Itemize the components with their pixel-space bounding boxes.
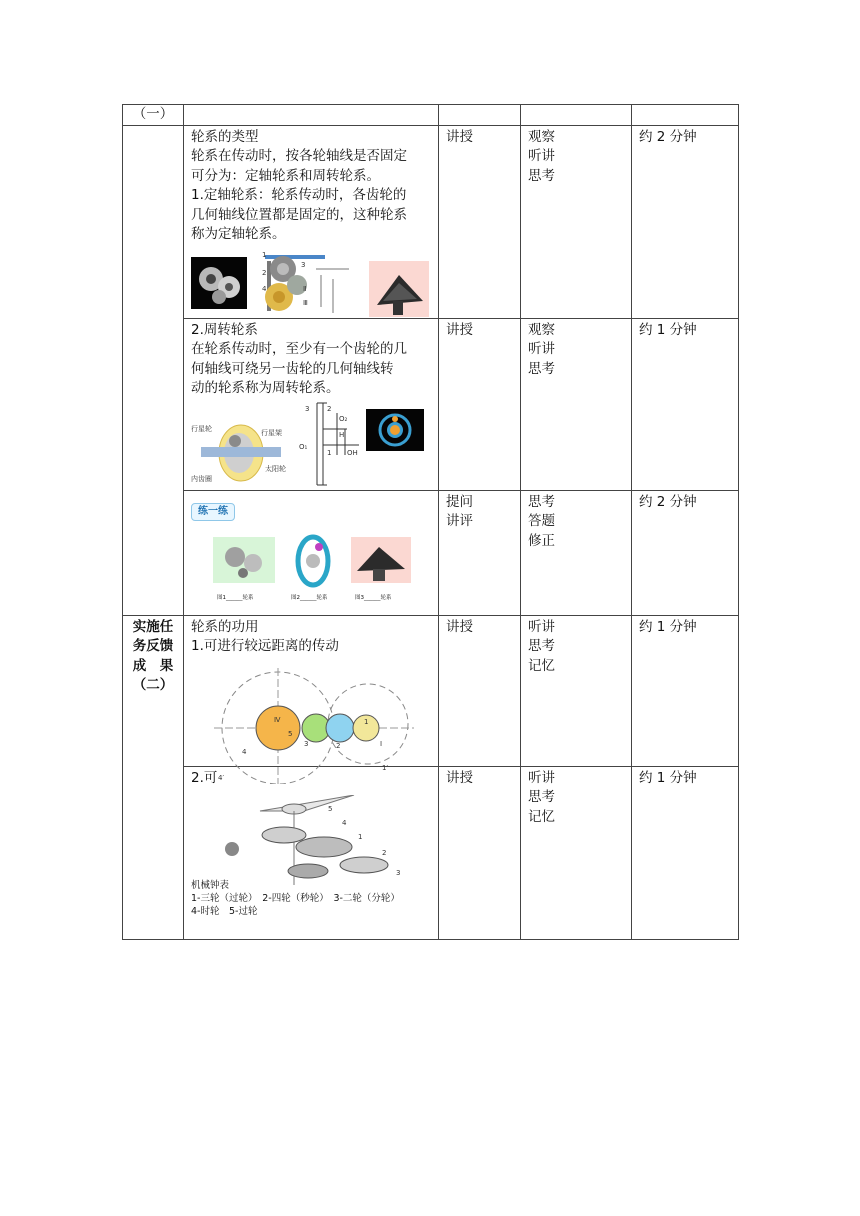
paragraph-line: 1.可进行较远距离的传动 [191, 638, 339, 654]
teacher-cell [439, 318, 521, 490]
time-estimate: 约 1 分钟 [639, 769, 697, 786]
figure-label: 4 [262, 284, 267, 293]
teacher-cell [439, 615, 521, 766]
figure-label: Ⅰ [380, 739, 383, 748]
student-activity: 听讲 [528, 148, 555, 164]
time-estimate: 约 2 分钟 [639, 493, 697, 510]
stage-label: 务反馈 [132, 638, 174, 654]
figure-label: 4′ [218, 773, 225, 782]
student-activity: 观察 [528, 321, 555, 338]
content-cell [184, 490, 439, 615]
student-activity: 观察 [528, 128, 555, 145]
student-activity: 听讲 [528, 618, 555, 635]
planetary-schematic-icon [297, 399, 363, 489]
figure-label: 1 [262, 250, 267, 259]
time-cell [632, 766, 739, 939]
student-activity: 思考 [528, 360, 555, 377]
figure-label: 5 [288, 729, 293, 738]
time-cell [632, 105, 739, 126]
figure-label: 5 [328, 804, 333, 813]
table-row [123, 318, 739, 490]
figure-label: 1′ [382, 763, 389, 772]
planetary-gear-figures [191, 399, 430, 489]
paragraph-line: 称为定轴轮系。 [191, 226, 286, 242]
clock-caption [191, 879, 400, 918]
figure-label: Ⅳ [274, 715, 281, 724]
practice-figure-2-icon [295, 533, 331, 589]
teacher-activity: 讲评 [446, 513, 473, 529]
student-activity: 思考 [528, 167, 555, 184]
student-activity: 听讲 [528, 769, 555, 786]
section-title: 2.周转轮系 [191, 321, 258, 338]
teacher-cell [439, 766, 521, 939]
figure-label: O₂ [339, 414, 348, 423]
planetary-animation-icon [366, 409, 424, 451]
section-title: 轮系的类型 [191, 128, 259, 145]
student-activity: 记忆 [528, 657, 555, 674]
caption-line: 1-三轮（过轮） 2-四轮（秒轮） 3-二轮（分轮） [191, 892, 400, 904]
student-cell [521, 490, 632, 615]
figure-label: 3 [301, 260, 306, 269]
figure-caption: 图3______轮系 [355, 594, 392, 601]
stage-label: （二） [132, 677, 174, 693]
figure-label: 3 [304, 739, 309, 748]
figure-label: H [339, 430, 345, 439]
practice-figure-1-icon [213, 537, 275, 583]
carrier-label: 行星架 [261, 428, 282, 437]
figure-caption: 图2______轮系 [291, 594, 328, 601]
time-estimate: 约 1 分钟 [639, 321, 697, 338]
teacher-activity: 讲授 [446, 321, 473, 338]
teacher-activity: 讲授 [446, 618, 473, 635]
bevel-gear-photo-icon [369, 261, 429, 317]
paragraph-line: 几何轴线位置都是固定的，这种轮系 [191, 206, 407, 223]
time-cell [632, 490, 739, 615]
stage-label: 成 果 [132, 657, 174, 674]
student-cell [521, 125, 632, 318]
table-row [123, 766, 739, 939]
figure-label: 2 [262, 268, 267, 277]
section-title: 2.可 [191, 769, 218, 786]
time-cell [632, 125, 739, 318]
caption-line: 4-时轮 5-过轮 [191, 905, 258, 917]
practice-figures [191, 493, 430, 613]
content-cell [184, 763, 439, 939]
figure-label: Ⅱ [303, 284, 307, 293]
figure-label: 2 [336, 741, 341, 750]
paragraph-line: 在轮系传动时，至少有一个齿轮的几 [191, 341, 407, 357]
figure-label: O₁ [299, 442, 308, 451]
student-activity: 记忆 [528, 808, 555, 825]
figure-label: OH [347, 448, 358, 457]
stage-label: 实施任 [132, 618, 174, 635]
student-activity: 思考 [528, 789, 555, 805]
figure-label: 4 [342, 818, 347, 827]
figure-label: 1 [358, 832, 363, 841]
paragraph-line: 动的轮系称为周转轮系。 [191, 380, 340, 396]
paragraph-line: 何轴线可绕另一齿轮的几何轴线转 [191, 360, 394, 377]
gear-photo-icon [191, 257, 247, 309]
gearbox-diagram-icon [261, 245, 351, 315]
teacher-cell [439, 125, 521, 318]
figure-label: 3 [396, 868, 401, 877]
figure-label: Ⅲ [303, 298, 308, 307]
lesson-plan-table [122, 104, 739, 940]
teacher-cell [439, 105, 521, 126]
long-distance-gear-train-icon [214, 660, 414, 784]
time-cell [632, 318, 739, 490]
student-cell [521, 615, 632, 766]
paragraph-line: 可分为：定轴轮系和周转轮系。 [191, 167, 380, 184]
student-activity: 修正 [528, 532, 555, 549]
time-estimate: 约 1 分钟 [639, 618, 697, 635]
paragraph-line: 轮系在传动时，按各轮轴线是否固定 [191, 148, 407, 164]
figure-label: 1 [364, 717, 369, 726]
figure-label: 2 [327, 404, 332, 413]
student-cell [521, 105, 632, 126]
student-cell [521, 318, 632, 490]
teacher-activity: 讲授 [446, 128, 473, 145]
time-estimate: 约 2 分钟 [639, 128, 697, 145]
stage-cell [123, 615, 184, 939]
stage-cell [123, 105, 184, 126]
figure-label: 3 [305, 404, 310, 413]
figure-caption: 图1______轮系 [217, 594, 254, 601]
student-activity: 思考 [528, 638, 555, 654]
content-cell [184, 105, 439, 126]
student-activity: 思考 [528, 493, 555, 510]
student-cell [521, 766, 632, 939]
table-row [123, 615, 739, 766]
student-activity: 听讲 [528, 341, 555, 357]
stage-cell [123, 125, 184, 615]
teacher-activity: 提问 [446, 493, 473, 510]
fixed-axis-gear-figures [191, 245, 430, 317]
section-title: 轮系的功用 [191, 618, 259, 635]
content-cell [184, 318, 439, 490]
planet-gear-label: 行星轮 [191, 424, 212, 433]
student-activity: 答题 [528, 513, 555, 529]
figure-label: 4 [242, 747, 247, 756]
practice-figure-3-icon [351, 537, 411, 583]
caption-title: 机械钟表 [191, 879, 230, 891]
stage-label: （一） [132, 106, 174, 122]
figure-label: 2 [382, 848, 387, 857]
content-cell [184, 125, 439, 318]
time-cell [632, 615, 739, 766]
table-row [123, 125, 739, 318]
sun-gear-label: 太阳轮 [265, 464, 286, 473]
ring-gear-label: 内齿圈 [191, 474, 212, 483]
teacher-cell [439, 490, 521, 615]
teacher-activity: 讲授 [446, 769, 473, 786]
table-row [123, 490, 739, 615]
figure-label: 1 [327, 448, 332, 457]
practice-badge: 练一练 [191, 503, 235, 521]
table-row [123, 105, 739, 126]
planetary-gear-icon [191, 415, 291, 485]
paragraph-line: 1.定轴轮系：轮系传动时，各齿轮的 [191, 187, 407, 203]
